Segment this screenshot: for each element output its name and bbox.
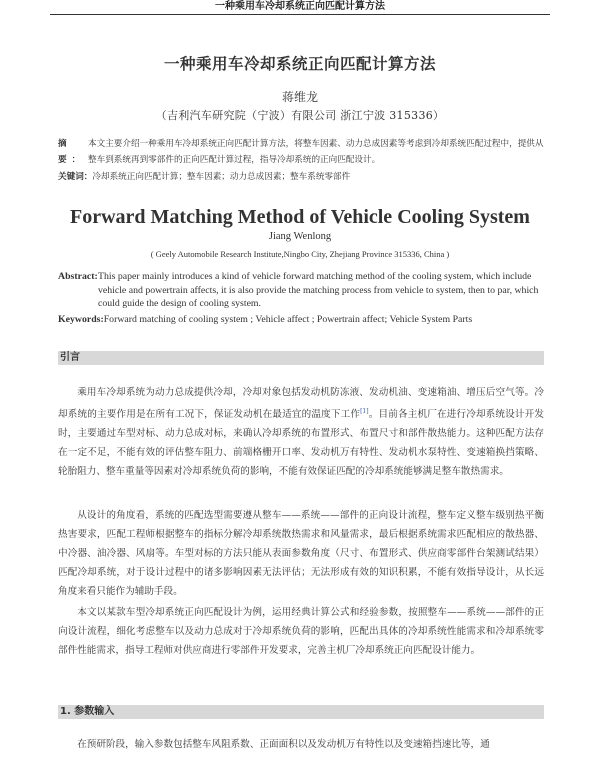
- header-rule: [50, 14, 550, 15]
- intro-p1-text-a: 乘用车冷却系统为动力总成提供冷却，冷却对象包括发动机防冻液、发动机油、变速箱油、增压后空气等。冷却系统的主要作用是在所有工况下，保证发动机在最适宜的温度下工作: [58, 387, 544, 421]
- author-english: Jiang Wenlong: [268, 231, 332, 242]
- intro-paragraph-2: 从设计的角度看，系统的匹配选型需要遵从整车——系统——部件的正向设计流程，整车定义整车级别热平衡热害要求，匹配工程师根据整车的指标分解冷却系统散热需求和风量需求，最后根据系统需求匹配相应的散热器、中冷器、油冷器、风扇等。车型对标的方法只能从表面参数角度（尺寸、布置形式、供应商零部件台架测试结果）匹配冷却系统，对于设计过程中的诸多影响因素无法评估；无法形成有效的知识积累，不能有效指导设计，从长远角度来看只能作为辅助手段。: [58, 510, 544, 597]
- abstract-english: [58, 270, 544, 311]
- intro-paragraph-3: 本文以某款车型冷却系统正向匹配设计为例，运用经典计算公式和经验参数，按照整车——系统——部件的正向设计流程，细化考虑整车以及动力总成对于冷却系统负荷的影响，匹配出具体的冷却系统性能需求和冷却系统零部件性能需求，指导工程师对供应商进行零部件开发要求，完善主机厂冷却系统正向匹配设计能力。: [58, 607, 544, 656]
- keywords-chinese-label: 关键词：: [58, 172, 93, 182]
- affiliation-chinese: （吉利汽车研究院（宁波）有限公司 浙江宁波 315336）: [155, 109, 445, 122]
- author-chinese: 蒋维龙: [281, 90, 318, 104]
- keywords-english: [58, 313, 544, 326]
- intro-paragraph-1: [58, 383, 544, 481]
- keywords-chinese: [58, 169, 544, 185]
- citation-link[interactable]: [1]: [360, 408, 369, 415]
- abstract-english-text: This paper mainly introduces a kind of vehicle forward matching method of the cooling system, which include vehicle and powertrain affects, it is also provide the matching process from vehicle to system, then to par, which could guide the design of cooling system.: [98, 271, 539, 309]
- title-english: Forward Matching Method of Vehicle Cooling System: [70, 206, 530, 228]
- keywords-english-text: Forward matching of cooling system ; Vehicle affect ; Powertrain affect; Vehicle System Parts: [103, 314, 473, 325]
- keywords-english-label: Keywords:: [58, 314, 104, 325]
- abstract-chinese-label: 摘 要：: [58, 139, 86, 165]
- abstract-chinese: [58, 136, 544, 168]
- title-chinese: 一种乘用车冷却系统正向匹配计算方法: [163, 55, 436, 73]
- section-heading-introduction: 引言: [58, 351, 544, 365]
- keywords-chinese-text: 冷却系统正向匹配计算；整车因素；动力总成因素；整车系统零部件: [92, 172, 351, 182]
- running-head: 一种乘用车冷却系统正向匹配计算方法: [215, 1, 385, 12]
- abstract-english-label: Abstract:: [58, 271, 98, 282]
- section-1-paragraph-1: 在预研阶段，输入参数包括整车风阻系数、正面面积以及发动机万有特性以及变速箱挡速比等，通: [77, 739, 490, 750]
- intro-p1-text-b: 。目前各主机厂在进行冷却系统设计开发时，主要通过车型对标、动力总成对标，来确认冷却系统的布置形式、布置尺寸和部件散热能力。这种匹配方法存在一定不足，不能有效的评估整车阻力、前端格栅开口率、发动机万有特性、发动机水泵特性、变速箱换挡策略、轮胎阻力、整车重量等因素对冷却系统负荷的影响，不能有效保证匹配的冷却系统能够满足整车散热需求。: [58, 409, 545, 478]
- section-heading-parameter-input: 1. 参数输入: [58, 705, 544, 719]
- abstract-chinese-text: 本文主要介绍一种乘用车冷却系统正向匹配计算方法，将整车因素、动力总成因素等考虑到冷却系统匹配过程中，提供从整车到系统再到零部件的正向匹配计算过程，指导冷却系统的正向匹配设计。: [88, 139, 544, 165]
- affiliation-english: ( Geely Automobile Research Institute,Ningbo City, Zhejiang Province 315336, China ): [150, 249, 450, 259]
